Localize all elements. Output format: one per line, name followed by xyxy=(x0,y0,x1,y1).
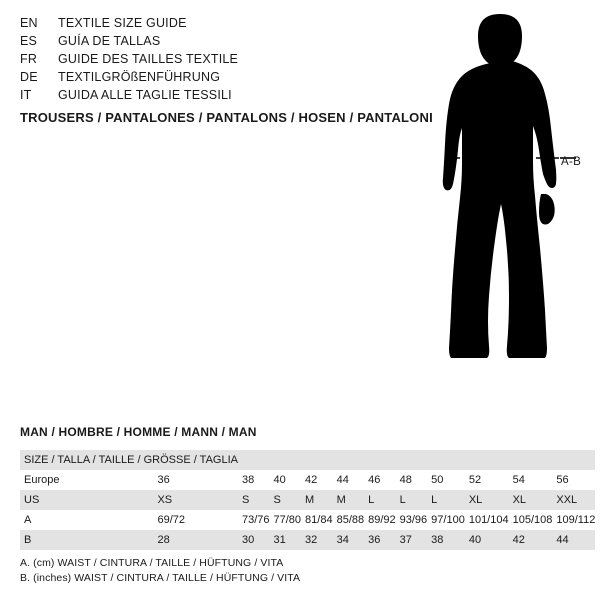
cell-us: S xyxy=(238,490,270,510)
cell-size: 46 xyxy=(368,474,381,486)
row-label-b: B xyxy=(20,530,153,550)
row-label-a: A xyxy=(24,514,32,526)
cell-b: 44 xyxy=(552,530,595,550)
table-row-size-header xyxy=(20,450,595,470)
language-text: TEXTILE SIZE GUIDE xyxy=(58,16,187,30)
language-code: IT xyxy=(20,88,32,102)
language-code: ES xyxy=(20,34,38,48)
language-code: DE xyxy=(20,70,38,84)
cell-a: 77/80 xyxy=(273,514,302,526)
man-silhouette-icon xyxy=(400,8,600,408)
cell-size: 44 xyxy=(336,474,349,486)
row-label-size: SIZE / TALLA / TAILLE / GRÖSSE / TAGLIA xyxy=(20,450,238,470)
language-list xyxy=(20,14,350,104)
cell-us: M xyxy=(301,490,333,510)
cell-a: 73/76 xyxy=(241,514,270,526)
language-code: EN xyxy=(20,16,38,30)
cell-b: 34 xyxy=(333,530,365,550)
size-table xyxy=(20,450,595,550)
cell-us: S xyxy=(270,490,302,510)
cell-size: 50 xyxy=(431,474,444,486)
cell-a: 93/96 xyxy=(399,514,428,526)
footnote-b: B. (inches) WAIST / CINTURA / TAILLE / HÜFTUNG / VITA xyxy=(20,572,301,584)
cell-a: 69/72 xyxy=(157,514,185,526)
language-text: TEXTILGRÖßENFÜHRUNG xyxy=(58,70,221,84)
row-label-europe: Europe xyxy=(24,474,60,486)
cell-a: 81/84 xyxy=(305,514,333,526)
cell-a: 109/112 xyxy=(556,514,596,526)
cell-size: 48 xyxy=(399,474,412,486)
cell-size: 36 xyxy=(157,474,170,486)
product-line-title: TROUSERS / PANTALONES / PANTALONS / HOSEN / PANTALONI xyxy=(20,110,433,125)
language-row-it xyxy=(20,86,350,104)
cell-a: 97/100 xyxy=(431,514,465,526)
cell-us: M xyxy=(333,490,365,510)
cell-b: 30 xyxy=(238,530,270,550)
footnote-a: A. (cm) WAIST / CINTURA / TAILLE / HÜFTUNG / VITA xyxy=(20,557,284,569)
cell-a: 89/92 xyxy=(368,514,396,526)
cell-a: 85/88 xyxy=(336,514,365,526)
cell-b: 38 xyxy=(427,530,465,550)
cell-size: 40 xyxy=(273,474,286,486)
cell-us: XL xyxy=(465,490,509,510)
language-text: GUIDA ALLE TAGLIE TESSILI xyxy=(58,88,232,102)
cell-b: 42 xyxy=(509,530,553,550)
language-text: GUÍA DE TALLAS xyxy=(58,34,161,48)
cell-size: 52 xyxy=(468,474,482,486)
cell-us: XL xyxy=(509,490,553,510)
cell-a: 101/104 xyxy=(468,514,509,526)
trousers-silhouette-figure xyxy=(400,8,600,408)
cell-b: 28 xyxy=(153,530,238,550)
language-row-de xyxy=(20,68,350,86)
cell-b: 31 xyxy=(270,530,302,550)
table-row-europe xyxy=(20,470,595,490)
language-row-en xyxy=(20,14,350,32)
cell-a: 105/108 xyxy=(512,514,553,526)
cell-size: 54 xyxy=(512,474,525,486)
table-row-b xyxy=(20,530,595,550)
cell-b: 32 xyxy=(301,530,333,550)
cell-size: 56 xyxy=(556,474,569,486)
cell-b: 40 xyxy=(465,530,509,550)
language-text: GUIDE DES TAILLES TEXTILE xyxy=(58,52,239,66)
cell-us: L xyxy=(364,490,396,510)
cell-size: 38 xyxy=(241,474,255,486)
cell-size: 42 xyxy=(305,474,318,486)
cell-us: XS xyxy=(153,490,238,510)
measurement-label-ab: A-B xyxy=(561,156,582,168)
language-code: FR xyxy=(20,52,38,66)
language-row-fr xyxy=(20,50,350,68)
cell-us: L xyxy=(427,490,465,510)
table-row-us xyxy=(20,490,595,510)
cell-us: XXL xyxy=(552,490,595,510)
cell-us: L xyxy=(396,490,428,510)
footnotes xyxy=(20,556,300,586)
row-label-us: US xyxy=(20,490,153,510)
language-row-es xyxy=(20,32,350,50)
table-caption: MAN / HOMBRE / HOMME / MANN / MAN xyxy=(20,425,257,439)
cell-b: 37 xyxy=(396,530,428,550)
table-row-a xyxy=(20,510,595,530)
cell-b: 36 xyxy=(364,530,396,550)
